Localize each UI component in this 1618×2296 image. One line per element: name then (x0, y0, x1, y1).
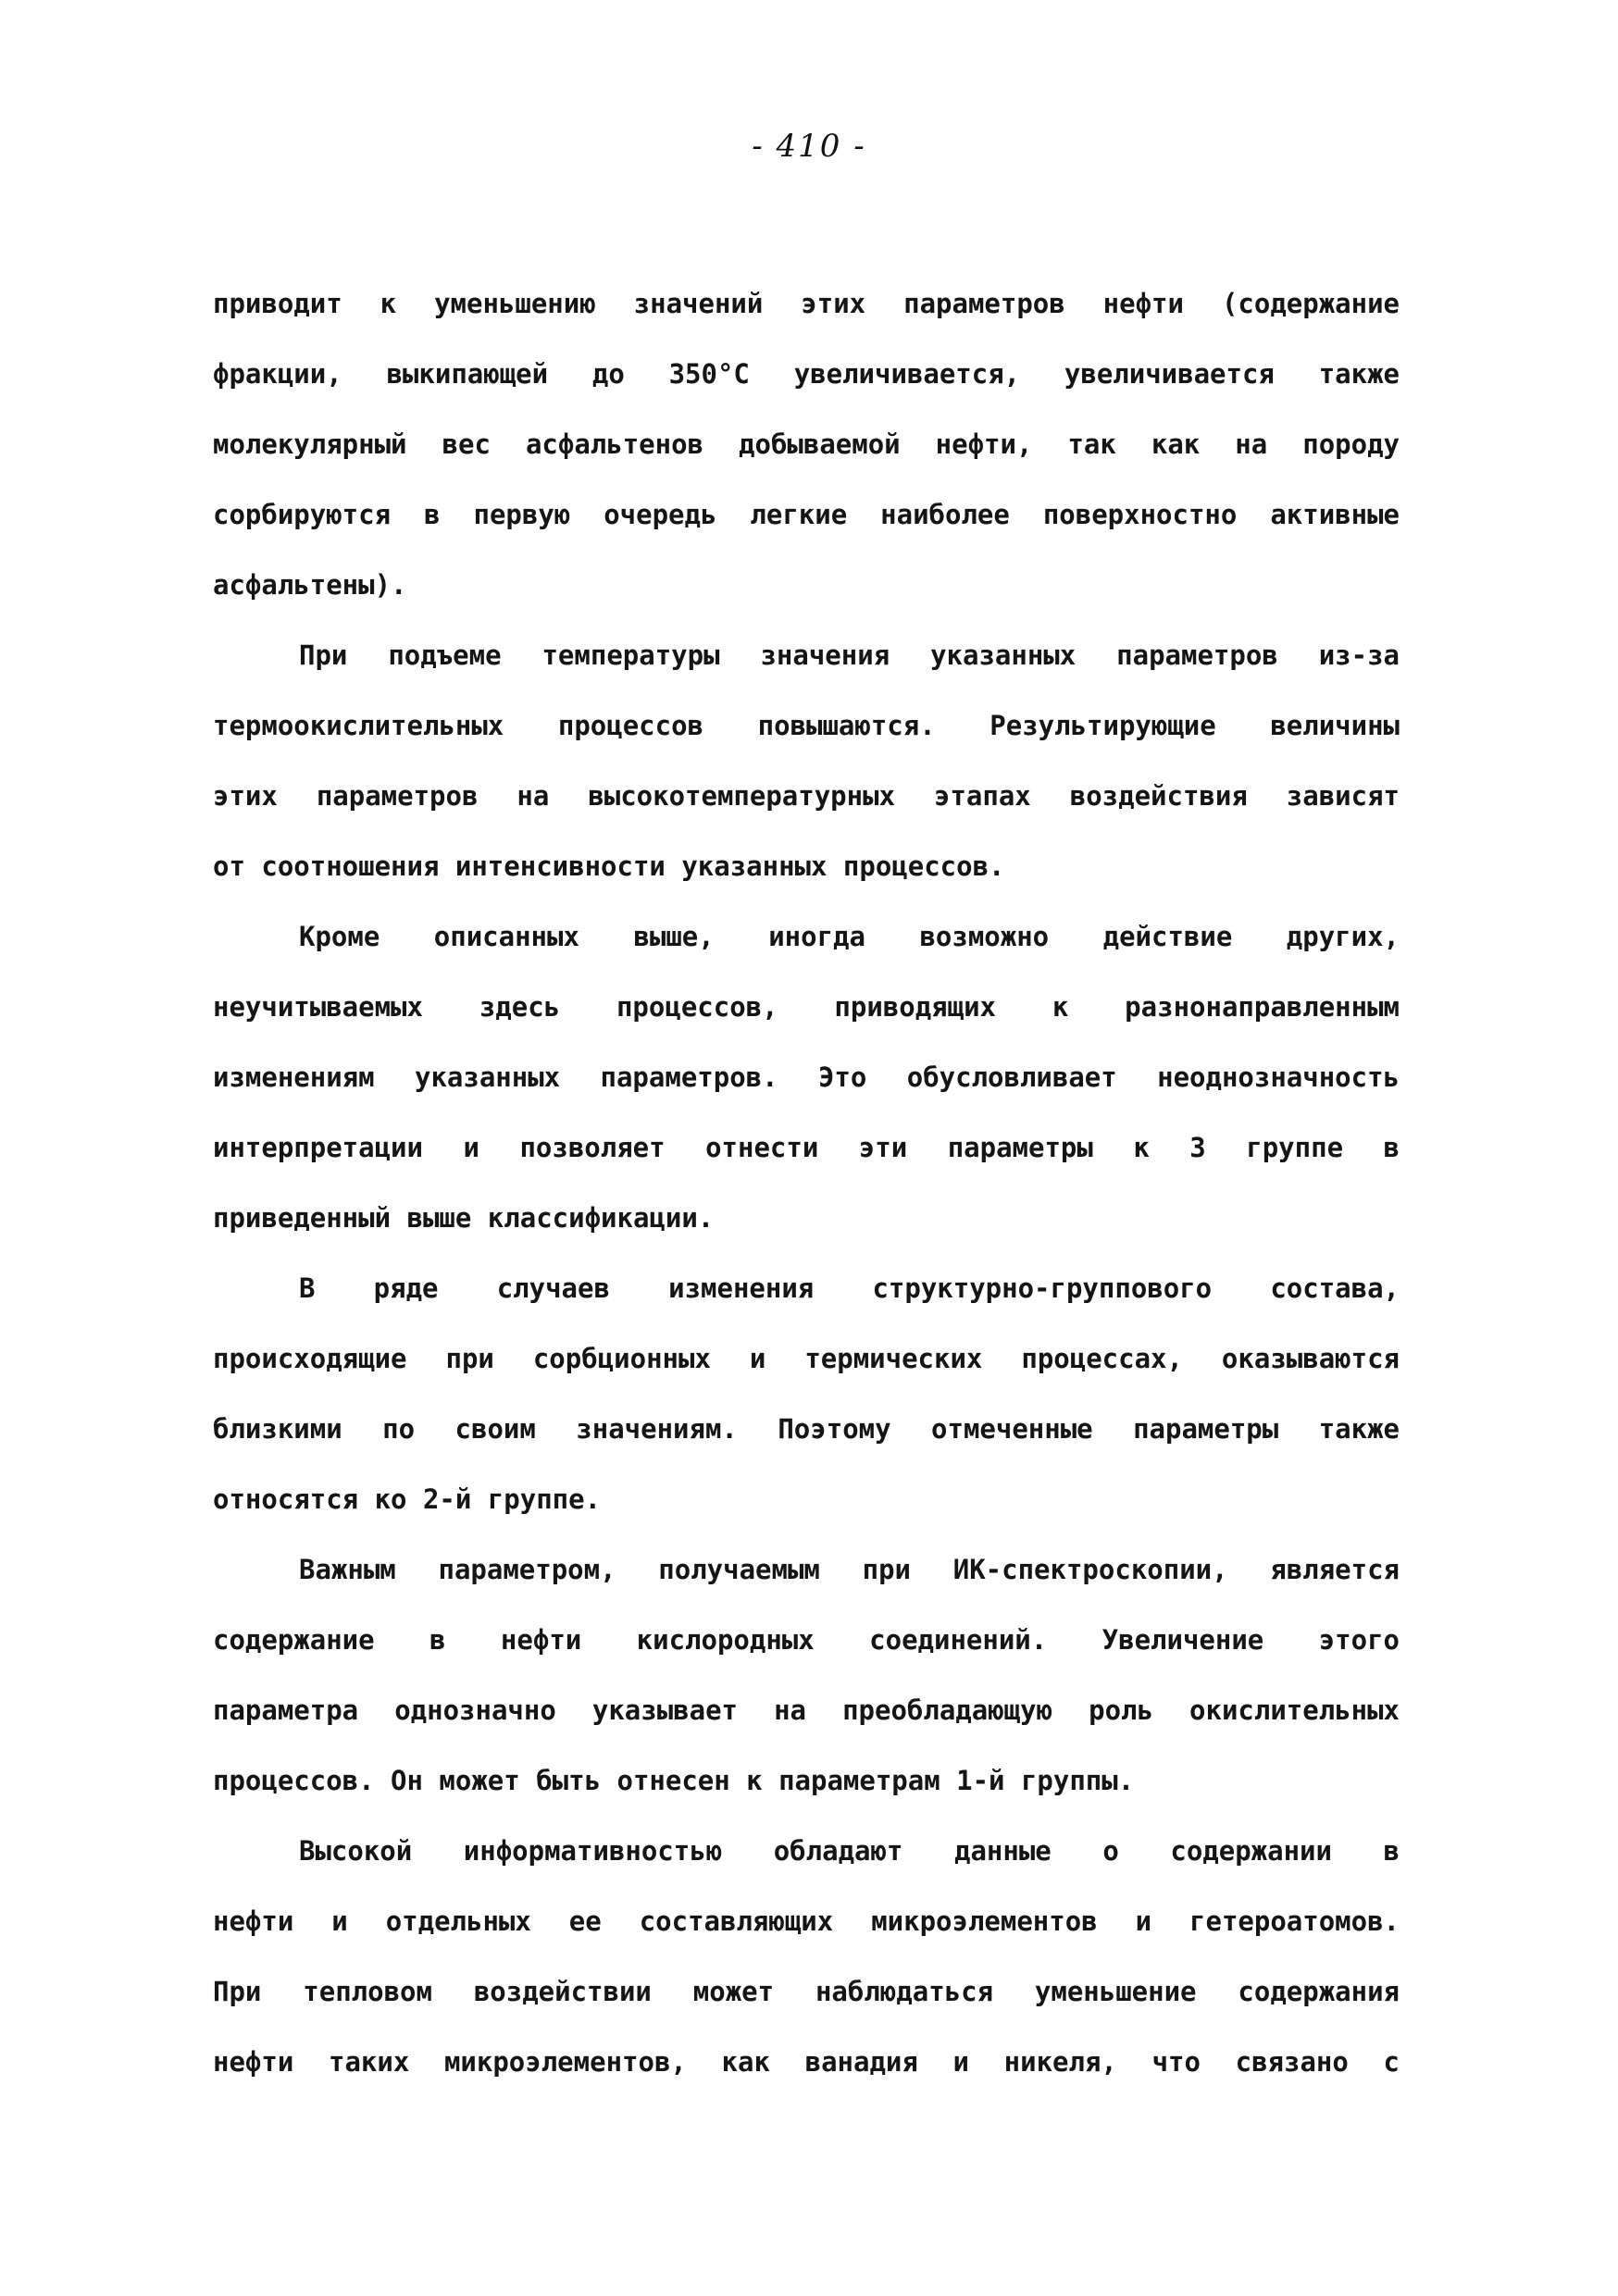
text-line: относятся ко 2-й группе. (213, 1483, 602, 1515)
text-line: фракции, выкипающей до 350°С увеличивается, увеличивается также (213, 358, 1400, 390)
page-number: - 410 - (752, 128, 866, 165)
text-line: изменениям указанных параметров. Это обусловливает неоднозначность (213, 1061, 1400, 1093)
text-line: от соотношения интенсивности указанных процессов. (213, 850, 1005, 882)
text-line: неучитываемых здесь процессов, приводящих к разнонаправленным (213, 991, 1400, 1023)
text-line: термоокислительных процессов повышаются. Результирующие величины (213, 710, 1400, 741)
text-line: близкими по своим значениям. Поэтому отмеченные параметры также (213, 1413, 1400, 1445)
text-line: При тепловом воздействии может наблюдаться уменьшение содержания (213, 1976, 1400, 2007)
text-line: В ряде случаев изменения структурно-группового состава, (299, 1272, 1400, 1304)
text-line: процессов. Он может быть отнесен к параметрам 1-й группы. (213, 1765, 1135, 1796)
text-line: Кроме описанных выше, иногда возможно действие других, (299, 921, 1400, 952)
text-line: При подъеме температуры значения указанных параметров из-за (299, 639, 1400, 671)
body-text (213, 268, 1400, 2097)
text-line: происходящие при сорбционных и термических процессах, оказываются (213, 1343, 1400, 1374)
text-line: сорбируются в первую очередь легкие наиболее поверхностно активные (213, 499, 1400, 530)
text-line: Важным параметром, получаемым при ИК-спектроскопии, является (299, 1554, 1400, 1585)
text-line: молекулярный вес асфальтенов добываемой нефти, так как на породу (213, 428, 1400, 460)
text-line: нефти таких микроэлементов, как ванадия и никеля, что связано с (213, 2046, 1400, 2078)
text-line: интерпретации и позволяет отнести эти параметры к 3 группе в (213, 1132, 1400, 1163)
text-line: Высокой информативностью обладают данные о содержании в (299, 1835, 1400, 1867)
text-line: нефти и отдельных ее составляющих микроэлементов и гетероатомов. (213, 1905, 1400, 1937)
text-line: параметра однозначно указывает на преобладающую роль окислительных (213, 1694, 1400, 1726)
text-line: приведенный выше классификации. (213, 1202, 715, 1234)
text-line: этих параметров на высокотемпературных этапах воздействия зависят (213, 780, 1400, 812)
text-line: приводит к уменьшению значений этих параметров нефти (содержание (213, 288, 1400, 319)
text-line: асфальтены). (213, 569, 407, 601)
text-line: содержание в нефти кислородных соединений. Увеличение этого (213, 1624, 1400, 1656)
